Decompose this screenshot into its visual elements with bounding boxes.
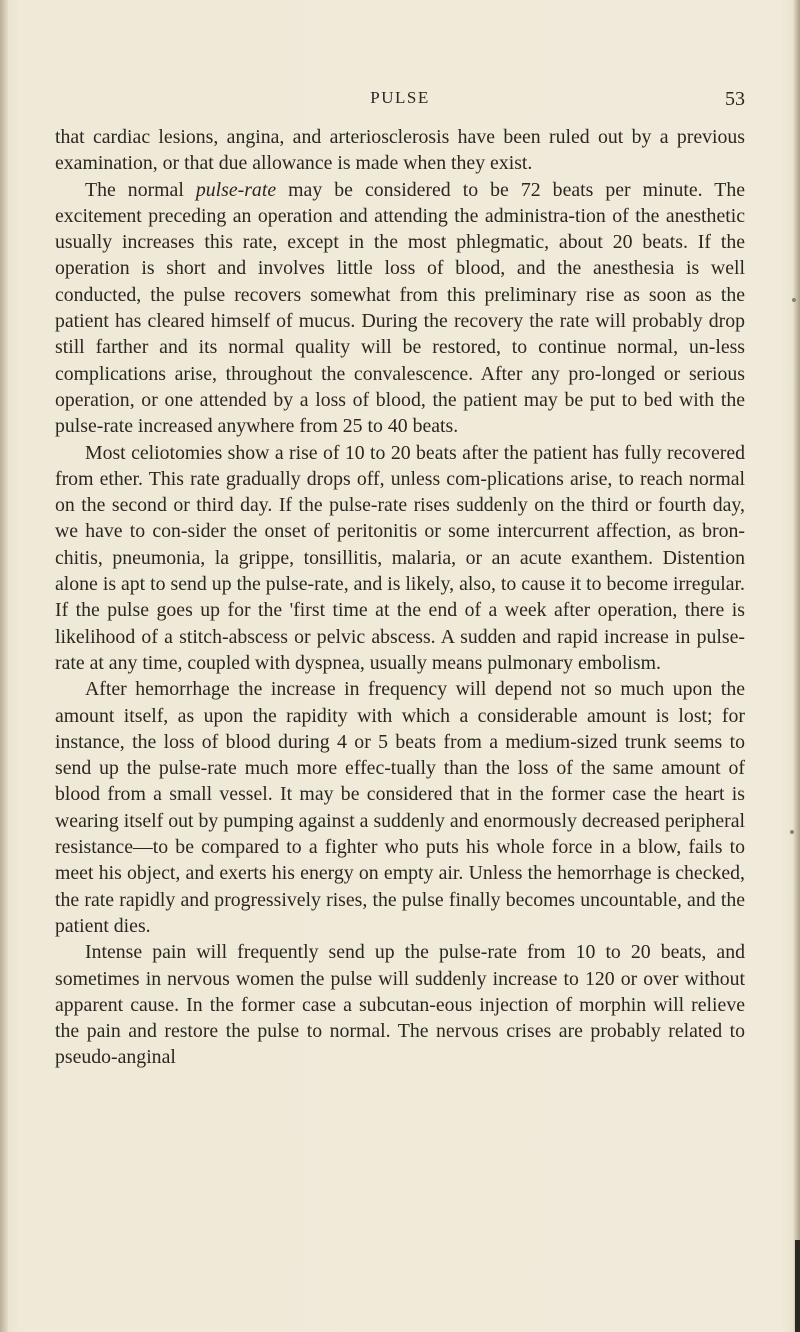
paragraph-text: may be considered to be 72 beats per minute. The excitement preceding an operation and attending the administra-tion of the anesthetic usually increases this rate, except in the most phlegmatic, about 20 beats. If the operation is short and involves little loss of blood, and the anesthesia is well conducted, the pulse recovers somewhat from this preliminary rise as soon as the patient has cleared himself of mucus. During the recovery the rate will probably drop still farther and its normal quality will be restored, to continue normal, un-less complications arise, throughout the convalescence. After any pro-longed or serious operation, or one attended by a loss of blood, the patient may be put to bed with the pulse-rate increased anywhere from 25 to 40 beats. <box>55 178 745 438</box>
paragraph-text: The normal <box>85 178 196 201</box>
running-head: PULSE <box>370 88 430 107</box>
paragraph-continued: that cardiac lesions, angina, and arteriosclerosis have been ruled out by a previous examination, or that due allowance is made when they exist. <box>55 126 745 175</box>
page-right-shadow <box>795 1240 800 1332</box>
paragraph-intense-pain: Intense pain will frequently send up the pulse-rate from 10 to 20 beats, and sometimes in nervous women the pulse will suddenly increase to 120 or over without apparent cause. In the former case a subcutan-eous injection of morphin will relieve the pain and restore the pulse to normal. The nervous crises are probably related to pseudo-anginal <box>55 941 745 1069</box>
margin-speck <box>792 298 796 302</box>
page-number: 53 <box>725 88 745 110</box>
page-left-edge <box>0 0 8 1332</box>
italic-term: pulse-rate <box>195 178 277 201</box>
paragraph-celiotomies: Most celiotomies show a rise of 10 to 20 beats after the patient has fully recovered from ether. This rate gradually drops off, unless com-plications arise, to reach normal on the second or third day. If the pulse-rate rises suddenly on the third or fourth day, we have to con-sider the onset of peritonitis or some intercurrent affection, as bron-chitis, pneumonia, la grippe, tonsillitis, malaria, or an acute exanthem. Distention alone is apt to send up the pulse-rate, and is likely, also, to cause it to become irregular. If the pulse goes up for the 'first time at the end of a week after operation, there is likelihood of a stitch-abscess or pelvic abscess. A sudden and rapid increase in pulse-rate at any time, coupled with dyspnea, usually means pulmonary embolism. <box>55 441 745 674</box>
page-header <box>55 88 745 118</box>
paragraph-normal-pulse-rate <box>55 177 745 440</box>
body-text <box>55 124 745 1071</box>
paragraph-hemorrhage: After hemorrhage the increase in frequency will depend not so much upon the amount itself, as upon the rapidity with which a considerable amount is lost; for instance, the loss of blood during 4 or 5 beats from a medium-sized trunk seems to send up the pulse-rate much more effec-tually than the loss of the same amount of blood from a small vessel. It may be considered that in the former case the heart is wearing itself out by pumping against a suddenly and enormously decreased peripheral resistance—to be compared to a fighter who puts his whole force in a blow, fails to meet his object, and exerts his energy on empty air. Unless the hemorrhage is checked, the rate rapidly and progressively rises, the pulse finally becomes uncountable, and the patient dies. <box>55 678 745 937</box>
margin-speck <box>790 830 794 834</box>
page-right-edge <box>793 0 800 1332</box>
